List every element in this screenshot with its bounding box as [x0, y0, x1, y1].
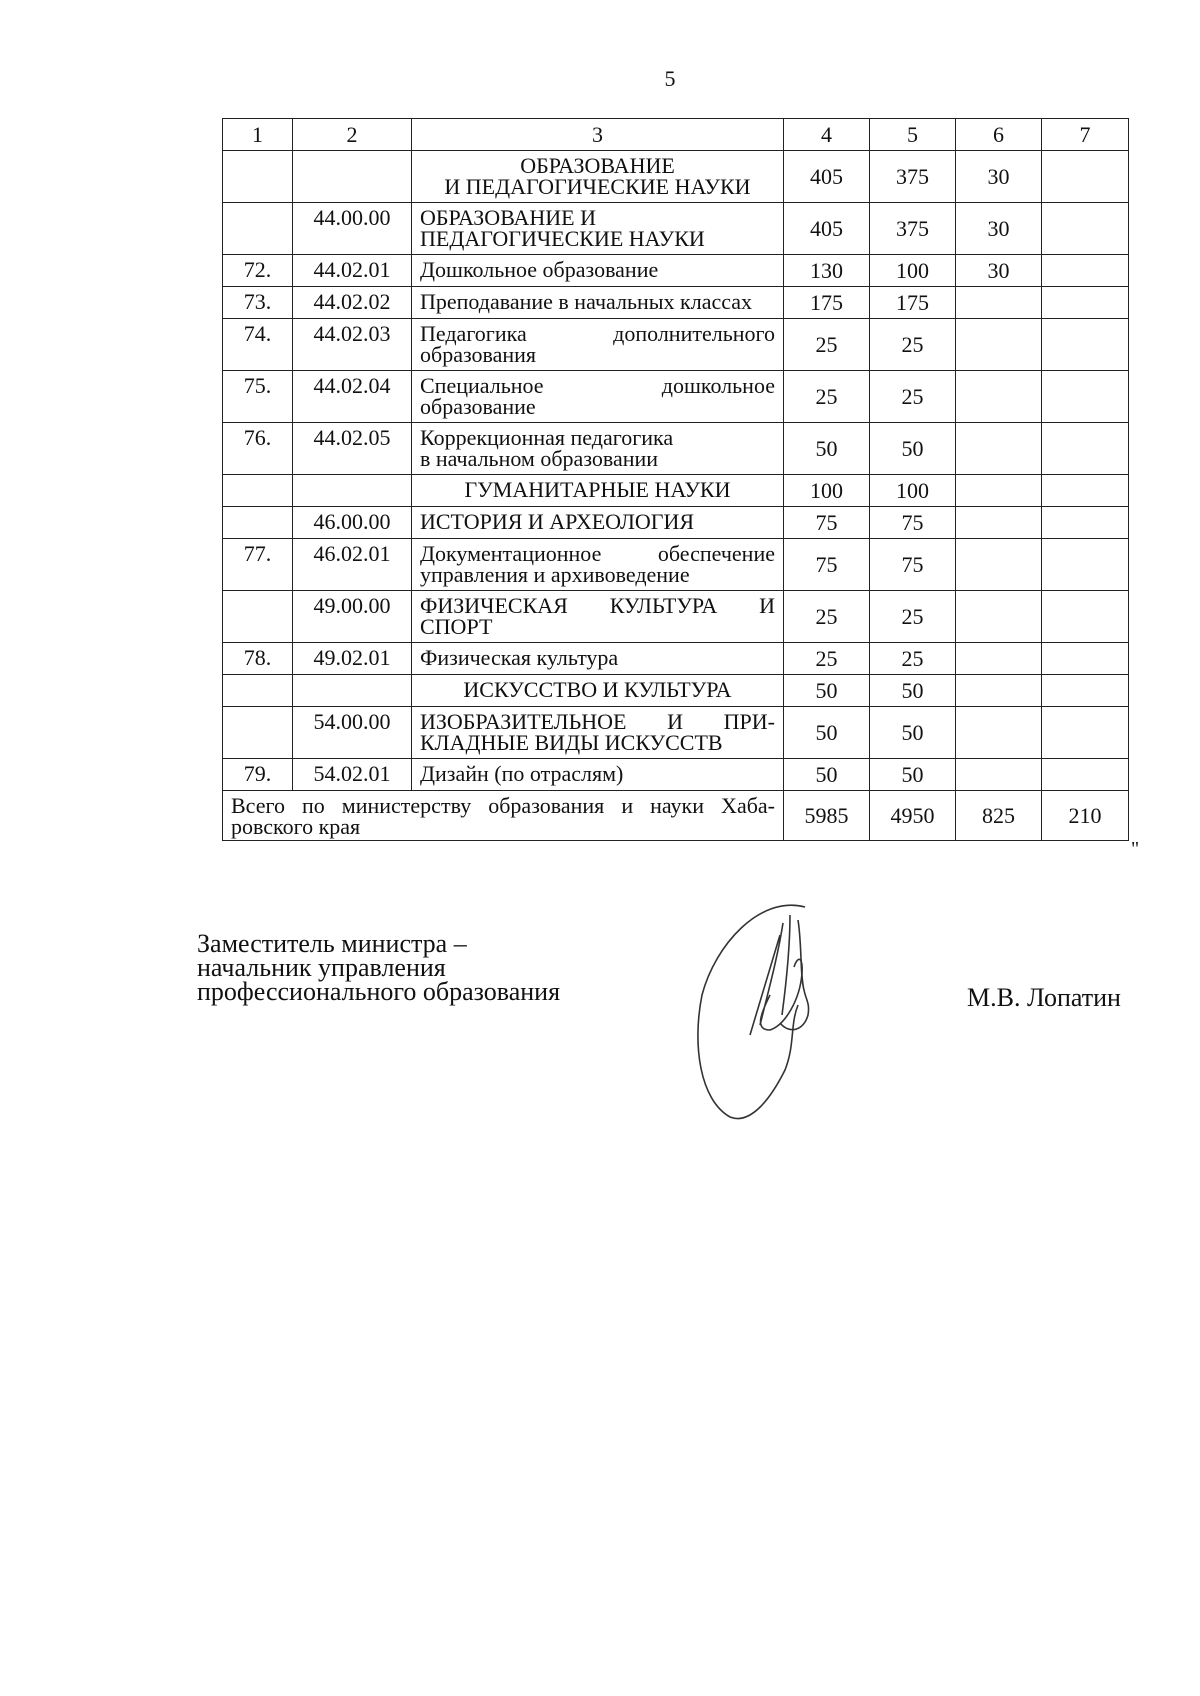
row-number-cell	[223, 475, 293, 507]
handwritten-signature	[690, 895, 890, 1125]
value-cell: 25	[870, 643, 956, 675]
code-cell	[293, 675, 412, 707]
table-row	[223, 151, 1129, 203]
value-cell: 50	[784, 759, 870, 791]
row-number-cell	[223, 151, 293, 203]
value-cell	[1042, 675, 1129, 707]
row-number-cell	[223, 675, 293, 707]
closing-quote: "	[1131, 838, 1140, 860]
value-cell	[1042, 423, 1129, 475]
code-cell: 44.02.02	[293, 287, 412, 319]
name-cell: ИСКУССТВО И КУЛЬТУРА	[412, 675, 784, 707]
value-cell: 25	[784, 643, 870, 675]
total-value-cell: 4950	[870, 791, 956, 841]
value-cell: 25	[870, 591, 956, 643]
signer-name: М.В. Лопатин	[967, 983, 1121, 1012]
value-cell	[1042, 759, 1129, 791]
table-row	[223, 675, 1129, 707]
value-cell	[1042, 539, 1129, 591]
table-row	[223, 203, 1129, 255]
table-row	[223, 759, 1129, 791]
code-cell: 49.02.01	[293, 643, 412, 675]
table-row	[223, 255, 1129, 287]
code-cell: 49.00.00	[293, 591, 412, 643]
value-cell	[956, 319, 1042, 371]
row-number-cell	[223, 507, 293, 539]
total-value-cell: 5985	[784, 791, 870, 841]
value-cell	[1042, 591, 1129, 643]
position-line: Заместитель министра –	[197, 929, 467, 958]
value-cell	[956, 707, 1042, 759]
table-row	[223, 707, 1129, 759]
value-cell: 75	[784, 539, 870, 591]
code-cell: 44.00.00	[293, 203, 412, 255]
row-number-cell: 76.	[223, 423, 293, 475]
value-cell: 375	[870, 203, 956, 255]
table-row	[223, 643, 1129, 675]
value-cell: 50	[784, 423, 870, 475]
value-cell: 50	[784, 707, 870, 759]
table-row	[223, 591, 1129, 643]
value-cell	[1042, 255, 1129, 287]
value-cell	[1042, 203, 1129, 255]
value-cell: 100	[870, 255, 956, 287]
page-number: 5	[664, 66, 676, 91]
value-cell	[956, 591, 1042, 643]
table-row	[223, 287, 1129, 319]
name-cell: ГУМАНИТАРНЫЕ НАУКИ	[412, 475, 784, 507]
value-cell: 75	[870, 507, 956, 539]
header-cell: 3	[412, 119, 784, 151]
value-cell	[1042, 707, 1129, 759]
row-number-cell: 77.	[223, 539, 293, 591]
value-cell	[1042, 151, 1129, 203]
row-number-cell: 78.	[223, 643, 293, 675]
row-number-cell: 72.	[223, 255, 293, 287]
name-cell: Преподавание в начальных классах	[412, 287, 784, 319]
value-cell: 100	[870, 475, 956, 507]
value-cell: 25	[784, 319, 870, 371]
name-cell: ОБРАЗОВАНИЕ И ПЕДАГОГИЧЕСКИЕ НАУКИ	[412, 151, 784, 203]
allocation-table	[222, 118, 1129, 841]
name-cell: ИЗОБРАЗИТЕЛЬНОЕ И ПРИ-КЛАДНЫЕ ВИДЫ ИСКУССТВ	[412, 707, 784, 759]
row-number-cell: 75.	[223, 371, 293, 423]
name-cell: Физическая культура	[412, 643, 784, 675]
code-cell: 46.02.01	[293, 539, 412, 591]
value-cell	[956, 475, 1042, 507]
table-row	[223, 475, 1129, 507]
value-cell: 30	[956, 255, 1042, 287]
header-cell: 1	[223, 119, 293, 151]
header-cell: 2	[293, 119, 412, 151]
value-cell: 25	[784, 591, 870, 643]
row-number-cell	[223, 707, 293, 759]
value-cell	[956, 643, 1042, 675]
code-cell: 44.02.03	[293, 319, 412, 371]
value-cell: 30	[956, 203, 1042, 255]
value-cell: 50	[870, 707, 956, 759]
value-cell	[956, 507, 1042, 539]
name-cell: Документационное обеспечение управления и архивоведение	[412, 539, 784, 591]
value-cell	[1042, 287, 1129, 319]
code-cell: 44.02.04	[293, 371, 412, 423]
code-cell: 44.02.01	[293, 255, 412, 287]
value-cell	[956, 675, 1042, 707]
row-number-cell: 74.	[223, 319, 293, 371]
value-cell: 75	[870, 539, 956, 591]
code-cell: 44.02.05	[293, 423, 412, 475]
value-cell	[1042, 643, 1129, 675]
value-cell: 175	[870, 287, 956, 319]
signatory-position	[197, 929, 561, 1006]
value-cell: 25	[870, 319, 956, 371]
value-cell: 405	[784, 203, 870, 255]
row-number-cell	[223, 203, 293, 255]
value-cell	[956, 539, 1042, 591]
table-row	[223, 371, 1129, 423]
name-cell: ИСТОРИЯ И АРХЕОЛОГИЯ	[412, 507, 784, 539]
table-row	[223, 423, 1129, 475]
header-cell: 5	[870, 119, 956, 151]
value-cell	[956, 287, 1042, 319]
value-cell	[956, 371, 1042, 423]
value-cell: 75	[784, 507, 870, 539]
value-cell: 30	[956, 151, 1042, 203]
value-cell: 130	[784, 255, 870, 287]
header-cell: 4	[784, 119, 870, 151]
code-cell: 54.02.01	[293, 759, 412, 791]
name-cell: ОБРАЗОВАНИЕ И ПЕДАГОГИЧЕСКИЕ НАУКИ	[412, 203, 784, 255]
name-cell: Педагогика дополнительного образования	[412, 319, 784, 371]
position-line: профессионального образования	[197, 977, 561, 1006]
total-label: Всего по министерству образования и науки Хаба-ровского края	[223, 791, 784, 841]
value-cell	[956, 423, 1042, 475]
value-cell: 25	[784, 371, 870, 423]
header-row	[223, 119, 1129, 151]
value-cell	[956, 759, 1042, 791]
value-cell: 100	[784, 475, 870, 507]
value-cell	[1042, 319, 1129, 371]
value-cell	[1042, 475, 1129, 507]
name-cell: Коррекционная педагогика в начальном образовании	[412, 423, 784, 475]
total-value-cell: 825	[956, 791, 1042, 841]
row-number-cell: 73.	[223, 287, 293, 319]
table-row	[223, 319, 1129, 371]
value-cell: 25	[870, 371, 956, 423]
position-line: начальник управления	[197, 953, 446, 982]
value-cell: 405	[784, 151, 870, 203]
code-cell	[293, 475, 412, 507]
name-cell: Дизайн (по отраслям)	[412, 759, 784, 791]
total-row	[223, 791, 1129, 841]
value-cell: 375	[870, 151, 956, 203]
value-cell: 50	[870, 759, 956, 791]
table-row	[223, 539, 1129, 591]
name-cell: Специальное дошкольное образование	[412, 371, 784, 423]
value-cell: 50	[784, 675, 870, 707]
value-cell	[1042, 507, 1129, 539]
row-number-cell	[223, 591, 293, 643]
total-value-cell: 210	[1042, 791, 1129, 841]
header-cell: 6	[956, 119, 1042, 151]
name-cell: Дошкольное образование	[412, 255, 784, 287]
value-cell	[1042, 371, 1129, 423]
value-cell: 50	[870, 675, 956, 707]
row-number-cell: 79.	[223, 759, 293, 791]
value-cell: 50	[870, 423, 956, 475]
code-cell: 54.00.00	[293, 707, 412, 759]
table-row	[223, 507, 1129, 539]
name-cell: ФИЗИЧЕСКАЯ КУЛЬТУРА И СПОРТ	[412, 591, 784, 643]
code-cell: 46.00.00	[293, 507, 412, 539]
value-cell: 175	[784, 287, 870, 319]
header-cell: 7	[1042, 119, 1129, 151]
code-cell	[293, 151, 412, 203]
